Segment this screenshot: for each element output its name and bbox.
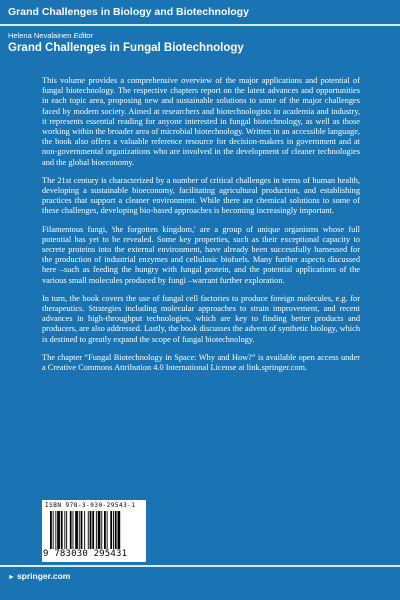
barcode-panel [42,500,146,562]
blurb [42,76,360,381]
barcode-digits: 9 783030 295431 [43,549,128,559]
barcode-icon [50,511,140,549]
publisher-link[interactable] [8,571,70,581]
bottom-divider [0,565,400,567]
blurb-paragraph: In turn, the book covers the use of fungal cell factories to produce foreign molecules, e.g. for therapeutics. Strategies including molecular approaches to strain improvement, and recent advances in high-throughput technologies, which are key to finding better products and producers, are also addressed. Lastly, the book discusses the advent of synthetic biology, which is destined to greatly expand the scope of fungal biotechnology. [42,293,360,344]
blurb-paragraph: Filamentous fungi, 'the forgotten kingdom,' are a group of unique organisms whose full potential has yet to be revealed. Some key properties, such as their exceptional capacity to secrete proteins into the external environment, have already been successfully harnessed for the production of industrial enzymes and cellulosic biofuels. Many further aspects discussed here –such as feeding the hungry with fungal protein, and the potential applications of the various small molecules produced by fungi –warrant further exploration. [42,224,360,285]
editor-role: Editor [73,31,94,40]
top-divider [0,24,400,26]
blurb-paragraph: The 21st century is characterized by a number of critical challenges in terms of human health, developing a sustainable bioeconomy, facilitating agricultural production, and establishing practices that support a cleaner environment. While there are chemical solutions to some of these challenges, developing bio-based approaches is becoming increasingly important. [42,175,360,216]
triangle-right-icon: ► [8,574,15,581]
editor-line [8,31,93,40]
blurb-paragraph: This volume provides a comprehensive overview of the major applications and potential of fungal biotechnology. The respective chapters report on the latest advances and opportunities in each topic area, proposing new and sustainable solutions to some of the major challenges faced by modern society. Aimed at researchers and biotechnologists in academia and industry, it represents essential reading for anyone interested in fungal biotechnology, as well as those working within the broader area of microbial biotechnology. Written in an accessible language, the book also offers a valuable reference resource for decision-makers in government and at non-governmental organizations who are involved in the development of cleaner technologies and the global bioeconomy. [42,76,360,167]
series-title: Grand Challenges in Biology and Biotechnology [8,6,249,18]
isbn-label: ISBN 978-3-030-29543-1 [45,502,136,509]
publisher-url: springer.com [16,571,71,581]
blurb-paragraph: The chapter “Fungal Biotechnology in Space: Why and How?” is available open access under a Creative Commons Attribution 4.0 International License at link.springer.com. [42,352,360,373]
book-title: Grand Challenges in Fungal Biotechnology [8,42,244,54]
editor-name: Helena Nevalainen [8,31,72,40]
